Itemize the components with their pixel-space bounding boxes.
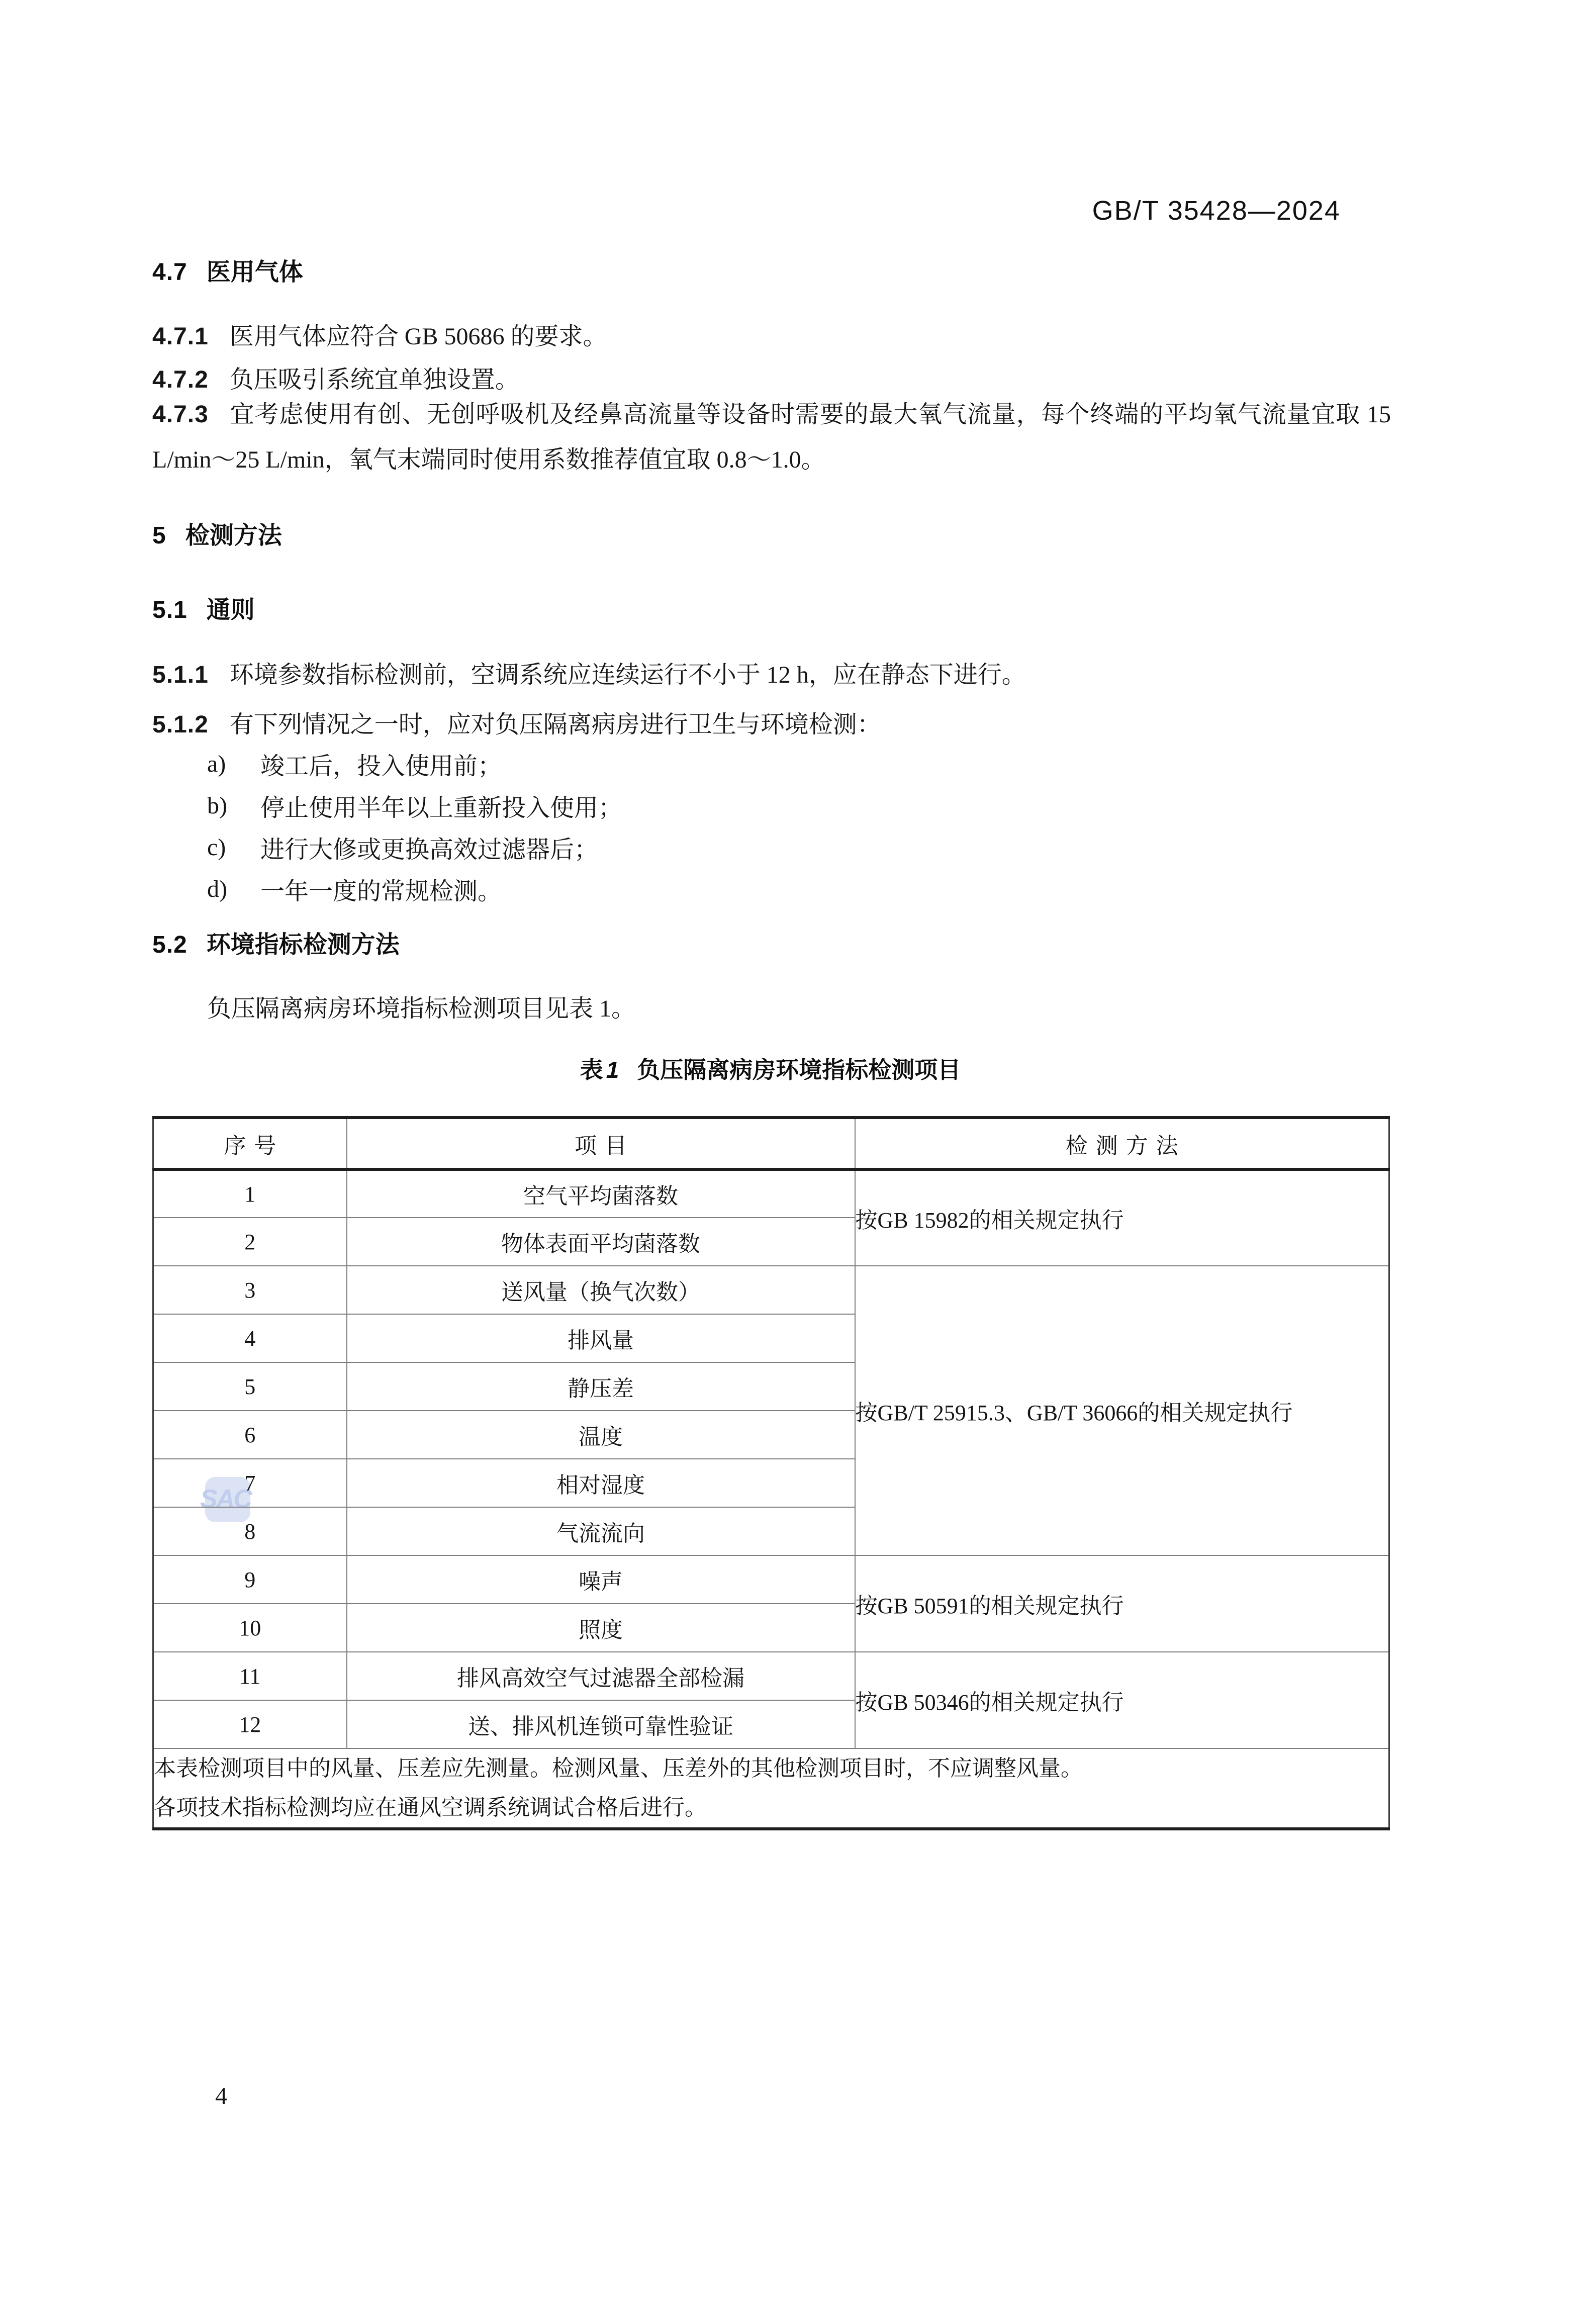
table-notes (153, 1748, 1389, 1829)
table-note-line-2: 各项技术指标检测均应在通风空调系统调试合格后进行。 (154, 1795, 707, 1820)
paragraph-5-1-2 (152, 710, 881, 740)
clause-number: 4.7 (152, 259, 187, 286)
paragraph-5-1-1 (152, 660, 1026, 690)
sac-watermark-text: SAC (200, 1485, 251, 1514)
list-item-text: 竣工后，投入使用前； (260, 753, 502, 780)
paragraph-text: 宜考虑使用有创、无创呼吸机及经鼻高流量等设备时需要的最大氧气流量，每个终端的平均氧气流量宜取 15 L/min～25 L/min，氧气末端同时使用系数推荐值宜取 0.8～1.0。 (152, 401, 1391, 473)
column-header-method: 检测方法 (855, 1118, 1389, 1169)
standard-code-header: GB/T 35428—2024 (1092, 196, 1341, 226)
clause-number: 4.7.2 (152, 366, 209, 393)
row-number: 7 (153, 1459, 347, 1507)
row-item: 排风高效空气过滤器全部检漏 (347, 1652, 855, 1700)
table-caption-title: 负压隔离病房环境指标检测项目 (637, 1057, 961, 1083)
table-caption-prefix: 表 (580, 1057, 603, 1083)
paragraph-text: 负压吸引系统宜单独设置。 (229, 366, 519, 393)
table-row (153, 1169, 1389, 1218)
list-item-d (207, 868, 622, 910)
list-item-label: b) (207, 792, 227, 819)
heading-4-7 (152, 257, 303, 288)
row-item: 空气平均菌落数 (347, 1169, 855, 1218)
clause-number: 5.2 (152, 932, 187, 958)
row-number: 3 (153, 1266, 347, 1314)
clause-number: 4.7.3 (152, 401, 209, 428)
condition-list (207, 743, 622, 910)
row-item: 物体表面平均菌落数 (347, 1218, 855, 1266)
list-item-label: d) (207, 876, 227, 902)
table-note-row (153, 1748, 1389, 1829)
list-item-c (207, 826, 622, 868)
list-item-text: 停止使用半年以上重新投入使用； (260, 795, 623, 821)
paragraph-4-7-1 (152, 322, 607, 352)
row-number: 2 (153, 1218, 347, 1266)
paragraph-text: 有下列情况之一时，应对负压隔离病房进行卫生与环境检测： (229, 711, 881, 738)
list-item-a (207, 743, 622, 785)
table-row (153, 1652, 1389, 1700)
heading-title: 医用气体 (206, 259, 303, 286)
table-1 (152, 1116, 1390, 1830)
row-item: 气流流向 (347, 1507, 855, 1555)
row-item: 噪声 (347, 1555, 855, 1604)
row-number: 4 (153, 1314, 347, 1362)
row-number: 11 (153, 1652, 347, 1700)
paragraph-5-2-intro: 负压隔离病房环境指标检测项目见表 1。 (207, 995, 636, 1022)
row-number: 9 (153, 1555, 347, 1604)
list-item-label: c) (207, 834, 226, 861)
row-item: 送、排风机连锁可靠性验证 (347, 1700, 855, 1748)
row-number: 1 (153, 1169, 347, 1218)
heading-5 (152, 521, 282, 551)
row-item: 静压差 (347, 1362, 855, 1411)
paragraph-4-7-2 (152, 365, 519, 395)
row-number: 8 (153, 1507, 347, 1555)
heading-5-1 (152, 595, 255, 625)
table-caption (152, 1052, 1388, 1085)
row-item: 照度 (347, 1604, 855, 1652)
list-item-label: a) (207, 751, 226, 777)
row-item: 温度 (347, 1411, 855, 1459)
row-item: 排风量 (347, 1314, 855, 1362)
row-number: 6 (153, 1411, 347, 1459)
table-row (153, 1266, 1389, 1314)
paragraph-text: 环境参数指标检测前，空调系统应连续运行不小于 12 h，应在静态下进行。 (229, 662, 1026, 688)
clause-number: 4.7.1 (152, 323, 209, 350)
row-item: 送风量（换气次数） (347, 1266, 855, 1314)
clause-number: 5.1.2 (152, 711, 209, 738)
paragraph-4-7-3 (152, 392, 1391, 483)
heading-5-2 (152, 930, 400, 960)
list-item-text: 一年一度的常规检测。 (260, 878, 502, 905)
heading-title: 环境指标检测方法 (206, 932, 400, 958)
method-cell: 按GB 15982的相关规定执行 (855, 1169, 1389, 1266)
column-header-item: 项目 (347, 1118, 855, 1169)
table-caption-number: 1 (606, 1057, 619, 1083)
page-number: 4 (215, 2083, 227, 2109)
heading-title: 通则 (206, 597, 255, 623)
method-cell: 按GB 50591的相关规定执行 (855, 1555, 1389, 1652)
table-note-line-1: 本表检测项目中的风量、压差应先测量。检测风量、压差外的其他检测项目时，不应调整风量。 (154, 1756, 1083, 1781)
table-row (153, 1555, 1389, 1604)
clause-number: 5.1.1 (152, 662, 209, 688)
row-number: 12 (153, 1700, 347, 1748)
table-1-container (152, 1116, 1390, 1830)
row-number: 10 (153, 1604, 347, 1652)
row-item: 相对湿度 (347, 1459, 855, 1507)
list-item-text: 进行大修或更换高效过滤器后； (260, 837, 599, 863)
clause-number: 5 (152, 522, 166, 549)
method-cell: 按GB 50346的相关规定执行 (855, 1652, 1389, 1748)
row-number: 5 (153, 1362, 347, 1411)
table-header-row (153, 1118, 1389, 1169)
paragraph-text: 医用气体应符合 GB 50686 的要求。 (229, 323, 607, 350)
clause-number: 5.1 (152, 597, 187, 623)
heading-title: 检测方法 (185, 522, 282, 549)
list-item-b (207, 785, 622, 826)
column-header-no: 序号 (153, 1118, 347, 1169)
method-cell: 按GB/T 25915.3、GB/T 36066的相关规定执行 (855, 1266, 1389, 1555)
